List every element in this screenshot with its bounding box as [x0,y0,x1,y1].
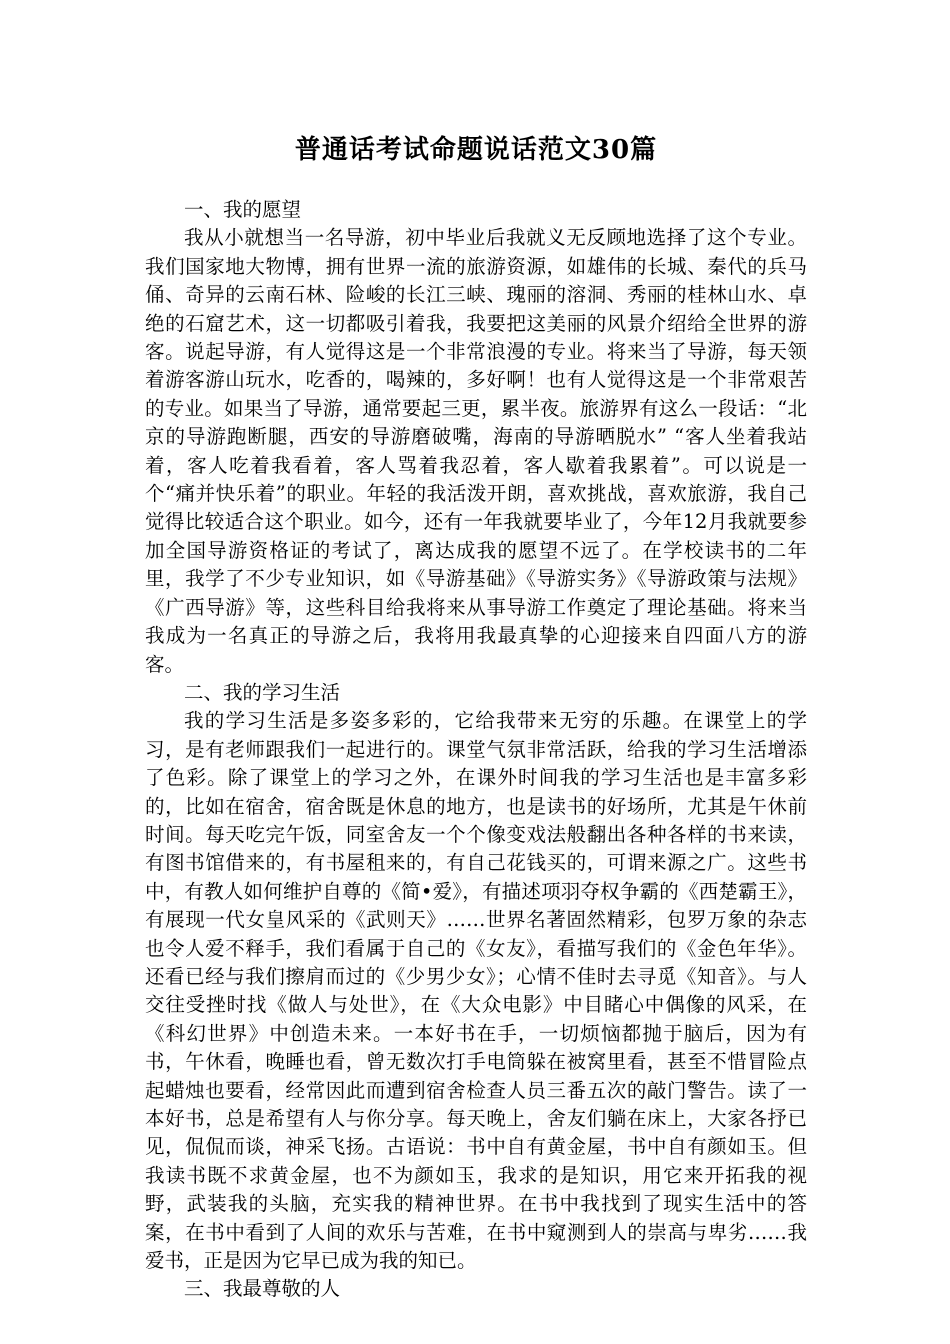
section-heading-2: 二、我的学习生活 [184,680,341,704]
section-heading-3: 三、我最尊敬的人 [184,1277,341,1301]
document-page [145,130,807,1304]
section-body-1: 我从小就想当一名导游，初中毕业后我就义无反顾地选择了这个专业。我们国家地大物博，拥有世界一流的旅游资源，如雄伟的长城、秦代的兵马俑、奇异的云南石林、险峻的长江三峡、瑰丽的溶洞、秀丽的桂林山水、卓绝的石窟艺术，这一切都吸引着我，我要把这美丽的风景介绍给全世界的游客。说起导游，有人觉得这是一个非常浪漫的专业。将来当了导游，每天领着游客游山玩水，吃香的，喝辣的，多好啊！也有人觉得这是一个非常艰苦的专业。如果当了导游，通常要起三更，累半夜。旅游界有这么一段话：“北京的导游跑断腿，西安的导游磨破嘴，海南的导游晒脱水” “客人坐着我站着，客人吃着我看着，客人骂着我忍着，客人歇着我累着”。可以说是一个“痛并快乐着”的职业。年轻的我活泼开朗，喜欢挑战，喜欢旅游，我自己觉得比较适合这个职业。如今，还有一年我就要毕业了，今年12月我就要参加全国导游资格证的考试了，离达成我的愿望不远了。在学校读书的二年里，我学了不少专业知识，如《导游基础》《导游实务》《导游政策与法规》《广西导游》等，这些科目给我将来从事导游工作奠定了理论基础。将来当我成为一名真正的导游之后，我将用我最真挚的心迎接来自四面八方的游客。 [145,226,807,676]
document-title: 普通话考试命题说话范文30篇 [294,135,658,165]
section-heading-1: 一、我的愿望 [184,198,302,221]
section-body-2: 我的学习生活是多姿多彩的，它给我带来无穷的乐趣。在课堂上的学习，是有老师跟我们一起进行的。课堂气氛非常活跃，给我的学习生活增添了色彩。除了课堂上的学习之外，在课外时间我的学习生活也是丰富多彩的，比如在宿舍，宿舍既是休息的地方，也是读书的好场所，尤其是午休前时间。每天吃完午饭，同室舍友一个个像变戏法般翻出各种各样的书来读，有图书馆借来的，有书屋租来的，有自己花钱买的，可谓来源之广。这些书中，有教人如何维护自尊的《简•爱》，有描述项羽夺权争霸的《西楚霸王》，有展现一代女皇风采的《武则天》……世界名著固然精彩，包罗万象的杂志也令人爱不释手，我们看属于自己的《女友》，看描写我们的《金色年华》。还看已经与我们擦肩而过的《少男少女》；心情不佳时去寻觅《知音》。与人交往受挫时找《做人与处世》，在《大众电影》中目睹心中偶像的风采，在《科幻世界》中创造未来。一本好书在手，一切烦恼都抛于脑后，因为有书，午休看，晚睡也看，曾无数次打手电筒躲在被窝里看，甚至不惜冒险点起蜡烛也要看，经常因此而遭到宿舍检查人员三番五次的敲门警告。读了一本好书，总是希望有人与你分享。每天晚上，舍友们躺在床上，大家各抒已见，侃侃而谈，神采飞扬。古语说：书中自有黄金屋，书中自有颜如玉。但我读书既不求黄金屋，也不为颜如玉，我求的是知识，用它来开拓我的视野，武装我的头脑，充实我的精神世界。在书中我找到了现实生活中的答案，在书中看到了人间的欢乐与苦难，在书中窥测到人的崇高与卑劣……我爱书，正是因为它早已成为我的知已。 [145,709,807,1273]
